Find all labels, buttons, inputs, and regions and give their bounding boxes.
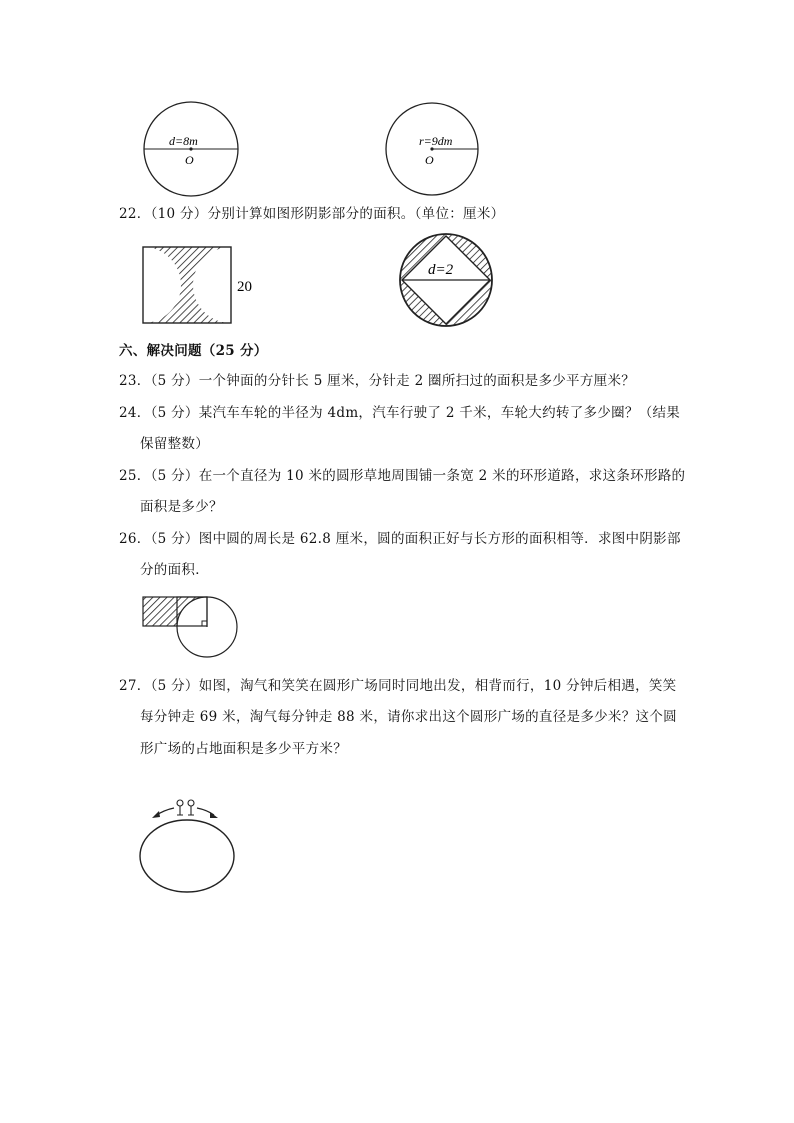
q25-question-line1: 25．（5 分）在一个直径为 10 米的圆形草地周围铺一条宽 2 米的环形道路，求这条环形路的 — [119, 468, 686, 484]
q24-question-line2: 保留整数） — [140, 436, 209, 452]
q21-label-d: d=8m — [169, 134, 198, 148]
q27-circular-plaza-figure — [140, 800, 234, 892]
q21-label-o1: O — [185, 153, 194, 167]
q27-question-line1: 27．（5 分）如图，淘气和笑笑在圆形广场同时同地出发，相背而行，10 分钟后相遇，笑笑 — [119, 678, 677, 694]
q21-label-o2: O — [425, 153, 434, 167]
q21-label-r: r=9dm — [419, 134, 453, 148]
q22-circle-diamond-figure — [400, 234, 492, 326]
q25-question-line2: 面积是多少？ — [140, 499, 223, 515]
q23-question: 23．（5 分）一个钟面的分针长 5 厘米，分针走 2 圈所扫过的面积是多少平方厘米？ — [119, 373, 636, 389]
q27-question-line3: 形广场的占地面积是多少平方米？ — [140, 741, 347, 757]
q21-circle-radius-figure — [386, 103, 478, 195]
q22-label-20: 20 — [237, 279, 252, 295]
q26-question-line1: 26．（5 分）图中圆的周长是 62.8 厘米，圆的面积正好与长方形的面积相等．求图中阴影部 — [119, 531, 681, 547]
q22-label-d2: d=2 — [428, 262, 454, 278]
q22-square-semicircles-figure — [105, 247, 269, 323]
q22-question: 22．（10 分）分别计算如图形阴影部分的面积。（单位：厘米） — [119, 206, 505, 222]
q24-question-line1: 24．（5 分）某汽车车轮的半径为 4dm，汽车行驶了 2 千米，车轮大约转了多少圈？（结果 — [119, 405, 681, 421]
q26-question-line2: 分的面积． — [140, 562, 209, 578]
section-6-heading: 六、解决问题（25 分） — [119, 343, 268, 359]
q21-circle-diameter-figure — [144, 102, 238, 196]
q26-rectangle-circle-figure — [143, 597, 237, 657]
q27-question-line2: 每分钟走 69 米，淘气每分钟走 88 米，请你求出这个圆形广场的直径是多少米？这个圆 — [140, 709, 677, 725]
